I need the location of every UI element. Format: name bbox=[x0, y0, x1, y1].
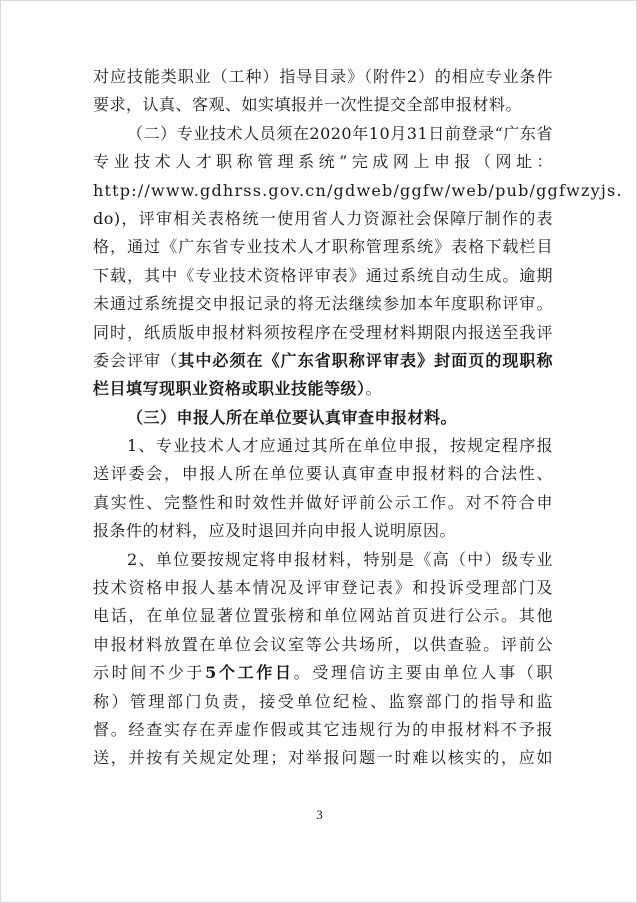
paragraph-1-line: 真实性、完整性和时效性并做好评前公示工作。对不符合申 bbox=[93, 492, 553, 512]
document-body bbox=[93, 63, 623, 773]
text-segment: 。受理信访主要由单位人事（职 bbox=[293, 663, 553, 683]
text-line: 专业技术人才职称管理系统”完成网上申报（网址： bbox=[93, 152, 553, 172]
paragraph-2-line: 督。经查实存在弄虚作假或其它违规行为的申报材料不予报 bbox=[93, 719, 553, 739]
text-segment: 。 bbox=[365, 379, 383, 399]
url-line: http://www.gdhrss.gov.cn/gdweb/ggfw/web/pub/ggfwzyjs. bbox=[93, 180, 623, 200]
paragraph-2-line: 技术资格申报人基本情况及评审登记表》和投诉受理部门及 bbox=[93, 578, 553, 598]
section-2-first-line: （二）专业技术人员须在2020年10月31日前登录“广东省 bbox=[127, 123, 553, 143]
paragraph-1-line: 送评委会，申报人所在单位要认真审查申报材料的合法性、 bbox=[93, 464, 553, 484]
text-line: 未通过系统提交申报记录的将无法继续参加本年度职称评审。 bbox=[93, 294, 553, 314]
section-3-heading: （三）申报人所在单位要认真审查申报材料。 bbox=[127, 407, 458, 427]
bold-text-segment: 5个工作日 bbox=[205, 663, 294, 683]
mixed-bold-line bbox=[93, 659, 553, 687]
paragraph-1-line: 1、专业技术人才应通过其所在单位申报，按规定程序报 bbox=[127, 436, 553, 456]
text-line: do)，评审相关表格统一使用省人力资源社会保障厅制作的表 bbox=[93, 208, 553, 228]
text-line: 对应技能类职业（工种）指导目录》（附件2）的相应专业条件 bbox=[93, 67, 553, 86]
mixed-bold-line bbox=[93, 375, 553, 403]
paragraph-2-line: 申报材料放置在单位会议室等公共场所，以供查验。评前公 bbox=[93, 634, 553, 654]
text-segment: 示时间不少于 bbox=[93, 663, 206, 683]
paragraph-2-line: 2、单位要按规定将申报材料，特别是《高（中）级专业 bbox=[127, 549, 553, 569]
text-line: 要求，认真、客观、如实填报并一次性提交全部申报材料。 bbox=[93, 95, 523, 115]
page-number: 3 bbox=[316, 807, 323, 822]
text-line: 下载，其中《专业技术资格评审表》通过系统自动生成。逾期 bbox=[93, 265, 553, 285]
paragraph-2-line: 送，并按有关规定处理；对举报问题一时难以核实的，应如 bbox=[93, 748, 553, 768]
bold-text-segment: 其中必须在《广东省职称评审表》封面页的现职称 bbox=[178, 350, 553, 370]
paragraph-2-line: 称）管理部门负责，接受单位纪检、监察部门的指导和监 bbox=[93, 691, 553, 711]
paragraph-1-line: 报条件的材料，应及时退回并向申报人说明原因。 bbox=[93, 521, 457, 541]
text-line: 格，通过《广东省专业技术人才职称管理系统》表格下载栏目 bbox=[93, 237, 553, 257]
bold-text-segment: 栏目填写现职业资格或职业技能等级） bbox=[93, 379, 366, 399]
paragraph-2-line: 电话，在单位显著位置张榜和单位网站首页进行公示。其他 bbox=[93, 606, 553, 626]
text-segment: 委会评审（ bbox=[93, 350, 179, 370]
mixed-bold-line bbox=[93, 347, 553, 375]
text-line: 同时，纸质版申报材料须按程序在受理材料期限内报送至我评 bbox=[93, 322, 553, 342]
